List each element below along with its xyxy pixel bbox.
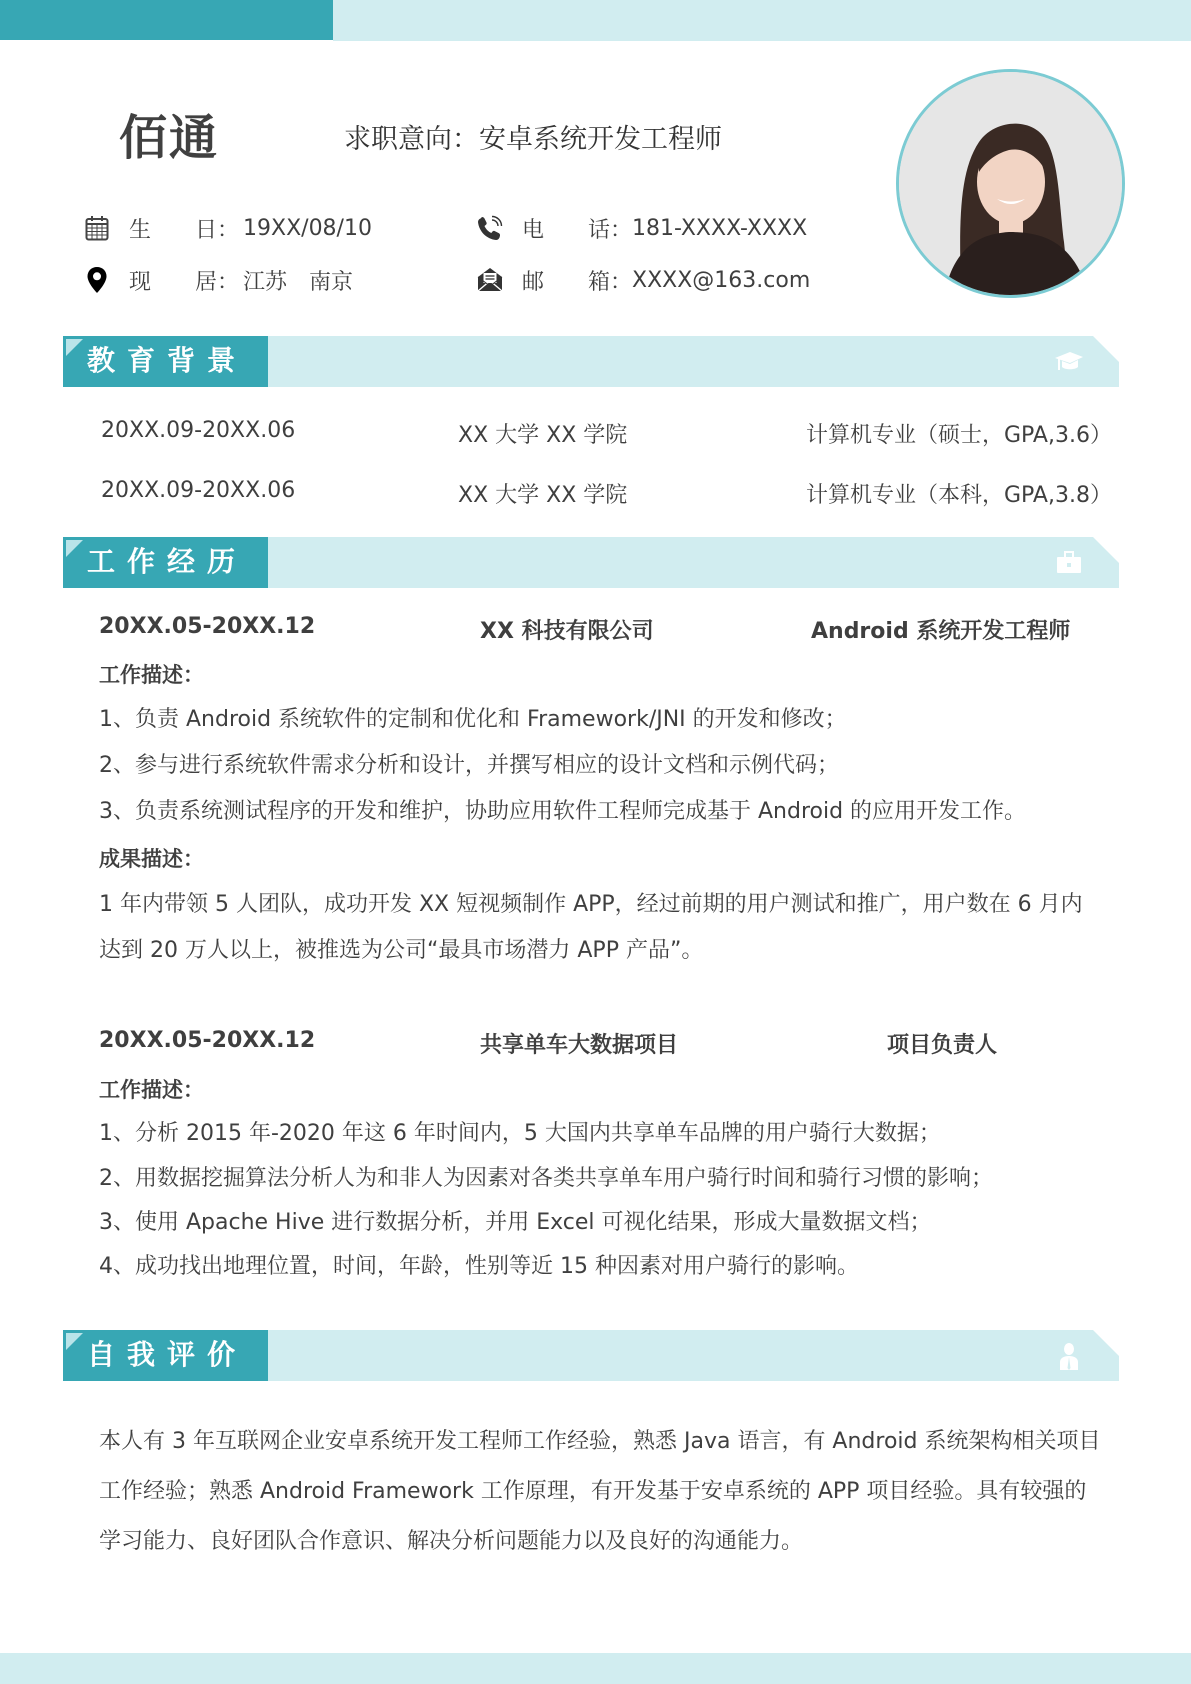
job-desc-line: 3、负责系统测试程序的开发和维护，协助应用软件工程师完成基于 Android 的应用开发工作。 xyxy=(99,799,1027,824)
job-desc-label: 工作描述： xyxy=(99,1078,204,1102)
job-desc-line: 3、使用 Apache Hive 进行数据分析，并用 Excel 可视化结果，形成大量数据文档； xyxy=(99,1210,932,1235)
section-title-work: 工作经历 xyxy=(87,545,248,578)
residence-label-1: 现 xyxy=(129,269,152,295)
job-desc-line: 1、分析 2015 年-2020 年这 6 年时间内，5 大国内共享单车品牌的用户骑行大数据； xyxy=(99,1121,941,1146)
education-school: XX 大学 XX 学院 xyxy=(458,423,628,448)
job-role: 项目负责人 xyxy=(887,1033,998,1058)
job-desc-label: 工作描述： xyxy=(99,663,204,687)
self-eval-line: 学习能力、良好团队合作意识、解决分析问题能力以及良好的沟通能力。 xyxy=(99,1529,804,1554)
section-header-work xyxy=(63,537,1119,588)
contact-residence xyxy=(83,264,353,296)
section-title-self-eval: 自我评价 xyxy=(87,1338,248,1371)
contact-birthday xyxy=(83,212,372,244)
contact-email xyxy=(476,264,810,296)
education-school: XX 大学 XX 学院 xyxy=(458,483,628,508)
job-header xyxy=(0,1028,1191,1058)
graduation-cap-icon xyxy=(1053,346,1085,378)
job-org: XX 科技有限公司 xyxy=(480,619,654,644)
residence-value: 江苏 南京 xyxy=(243,269,354,295)
section-header-education xyxy=(63,336,1119,387)
job-header xyxy=(0,614,1191,644)
residence-label-2: 居： xyxy=(195,269,240,295)
phone-label-2: 话： xyxy=(588,217,633,243)
education-major: 计算机专业（硕士，GPA,3.6） xyxy=(806,423,1112,448)
section-title-education: 教育背景 xyxy=(87,344,248,377)
job-period: 20XX.05-20XX.12 xyxy=(99,614,316,639)
birthday-value: 19XX/08/10 xyxy=(243,215,372,241)
contact-phone xyxy=(476,212,807,244)
job-intent: 求职意向：安卓系统开发工程师 xyxy=(344,124,722,155)
education-major: 计算机专业（本科，GPA,3.8） xyxy=(806,483,1112,508)
job-desc-line: 2、用数据挖掘算法分析人为和非人为因素对各类共享单车用户骑行时间和骑行习惯的影响； xyxy=(99,1166,994,1191)
email-label-2: 箱： xyxy=(588,269,633,295)
phone-value: 181-XXXX-XXXX xyxy=(632,215,808,241)
education-row xyxy=(0,418,1191,448)
person-icon xyxy=(1053,1340,1085,1372)
candidate-name: 佰通 xyxy=(119,110,220,166)
phone-label-1: 电 xyxy=(522,217,545,243)
job-desc-line: 1、负责 Android 系统软件的定制和优化和 Framework/JNI 的开发和修改； xyxy=(99,707,847,732)
birthday-label-2: 日： xyxy=(195,217,240,243)
job-period: 20XX.05-20XX.12 xyxy=(99,1028,316,1053)
top-accent-bar-light xyxy=(333,0,1191,41)
top-accent-bar-dark xyxy=(0,0,333,40)
self-eval-line: 工作经验；熟悉 Android Framework 工作原理，有开发基于安卓系统的 APP 项目经验。具有较强的 xyxy=(99,1479,1087,1504)
briefcase-icon xyxy=(1053,547,1085,579)
bottom-accent-bar xyxy=(0,1653,1191,1684)
email-value: XXXX@163.com xyxy=(632,267,811,293)
envelope-icon xyxy=(476,266,504,294)
job-desc-line: 4、成功找出地理位置，时间，年龄，性别等近 15 种因素对用户骑行的影响。 xyxy=(99,1254,859,1279)
calendar-icon xyxy=(83,214,111,242)
job-role: Android 系统开发工程师 xyxy=(811,619,1071,644)
phone-icon xyxy=(476,214,504,242)
job-desc-line: 2、参与进行系统软件需求分析和设计，并撰写相应的设计文档和示例代码； xyxy=(99,753,839,778)
location-pin-icon xyxy=(83,266,111,294)
avatar-photo xyxy=(896,69,1125,298)
education-row xyxy=(0,478,1191,508)
education-period: 20XX.09-20XX.06 xyxy=(101,478,296,503)
email-label-1: 邮 xyxy=(522,269,545,295)
job-result-line: 达到 20 万人以上，被推选为公司“最具市场潜力 APP 产品”。 xyxy=(99,938,704,963)
section-header-self-eval xyxy=(63,1330,1119,1381)
job-result-line: 1 年内带领 5 人团队，成功开发 XX 短视频制作 APP，经过前期的用户测试和推广，用户数在 6 月内 xyxy=(99,892,1083,917)
education-period: 20XX.09-20XX.06 xyxy=(101,418,296,443)
job-result-label: 成果描述： xyxy=(99,847,204,871)
birthday-label-1: 生 xyxy=(129,217,152,243)
self-eval-line: 本人有 3 年互联网企业安卓系统开发工程师工作经验，熟悉 Java 语言，有 Android 系统架构相关项目 xyxy=(99,1429,1101,1454)
job-org: 共享单车大数据项目 xyxy=(480,1033,679,1058)
